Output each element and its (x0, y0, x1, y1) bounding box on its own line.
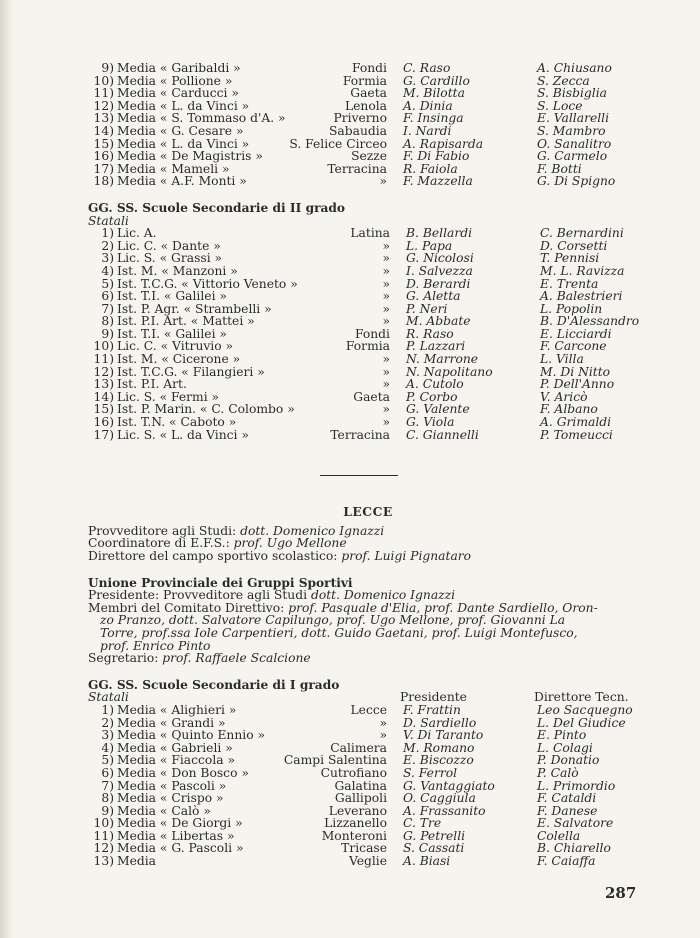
director-name: V. Aricò (540, 389, 588, 404)
table-row (88, 315, 648, 328)
row-number: 11) (93, 828, 114, 843)
location: » (379, 174, 387, 189)
president-name: A. Biasi (403, 854, 451, 869)
table-row (88, 792, 648, 805)
director-name: A. Grimaldi (540, 415, 612, 430)
page-number: 287 (605, 884, 637, 902)
director-name: E. Licciardi (540, 326, 612, 341)
president-name: N. Napolitano (406, 364, 493, 379)
row-number: 14) (93, 123, 114, 138)
director-name: L. Primordio (537, 778, 616, 793)
table-row (88, 175, 648, 188)
president-name: R. Faiola (403, 161, 458, 176)
school-name: Media « Quinto Ennio » (117, 728, 266, 743)
director-name: Leo Sacquegno (537, 702, 633, 717)
president-name: P. Corbo (406, 389, 458, 404)
director-name: L. Popolin (540, 301, 603, 316)
school-name: Media « Mameli » (117, 161, 230, 176)
location: Galatina (334, 778, 387, 793)
director-name: Colella (537, 828, 581, 843)
president-name: A. Dinia (403, 98, 453, 113)
location: Calimera (330, 740, 387, 755)
direttore-line (88, 550, 648, 563)
table-row (88, 378, 648, 391)
school-name: Lic. A. (117, 226, 157, 241)
city-heading: LECCE (343, 504, 393, 520)
location: Cutrofiano (320, 765, 387, 780)
president-name: I. Nardi (403, 123, 452, 138)
school-name: Media « Alighieri » (117, 702, 237, 717)
table-row (88, 150, 648, 163)
school-name: Lic. C. « Dante » (117, 238, 221, 253)
director-name: S. Zecca (537, 73, 590, 88)
president-name: G. Viola (406, 415, 455, 430)
director-name: P. Calò (537, 765, 579, 780)
location: Gallipoli (334, 791, 387, 806)
row-number: 12) (93, 364, 114, 379)
column-header-presidente: Presidente (400, 690, 467, 705)
president-name: P. Neri (406, 301, 448, 316)
president-name: I. Salvezza (406, 263, 473, 278)
row-number: 13) (93, 854, 114, 869)
president-name: G. Nicolosi (406, 251, 474, 266)
director-name: F. Albano (540, 402, 598, 417)
school-name: Ist. T.C.G. « Vittorio Veneto » (117, 276, 298, 291)
president-name: M. Romano (403, 740, 475, 755)
school-name: Media « Don Bosco » (117, 765, 249, 780)
table-row (88, 87, 648, 100)
school-name: Ist. T.I. « Galilei » (117, 326, 227, 341)
location: » (379, 715, 387, 730)
president-name: S. Cassati (403, 841, 465, 856)
president-name: R. Raso (406, 326, 454, 341)
president-name: S. Ferrol (403, 765, 458, 780)
president-name: G. Valente (406, 402, 470, 417)
school-name: Media « A.F. Monti » (117, 174, 247, 189)
school-name: Media « Crispo » (117, 791, 224, 806)
lecce-officials (88, 525, 648, 563)
row-number: 14) (93, 389, 114, 404)
members-text-1: prof. Pasquale d'Elia, prof. Dante Sardiello, Oron- (288, 600, 598, 615)
location: Leverano (328, 803, 387, 818)
president-name: C. Raso (403, 61, 451, 75)
location: Formia (345, 339, 390, 354)
director-name: E. Salvatore (537, 816, 614, 831)
school-name: Ist. T.I. « Galilei » (117, 289, 227, 304)
members-text-3: Torre, prof.ssa Iole Carpentieri, dott. Guido Gaetani, prof. Luigi Montefusco, (100, 625, 578, 640)
president-name: D. Berardi (406, 276, 471, 291)
location: Formia (342, 73, 387, 88)
president-name: F. Mazzella (403, 174, 473, 189)
director-name: F. Cataldi (537, 791, 597, 806)
section-title-secondary-ii: GG. SS. Scuole Secondarie di II grado (88, 200, 346, 215)
school-name: Media « Carducci » (117, 86, 239, 101)
president-name: N. Marrone (406, 352, 479, 367)
union-president-label: Presidente: Provveditore agli Studi (88, 588, 308, 603)
location: » (382, 263, 390, 278)
table-row (88, 353, 648, 366)
school-name: Media « De Magistris » (117, 149, 263, 164)
director-name: G. Carmelo (537, 149, 608, 164)
director-name: L. Colagi (537, 740, 593, 755)
union-president-value: dott. Domenico Ignazzi (310, 588, 456, 603)
row-number: 8) (101, 791, 114, 806)
page-binding-edge (0, 0, 14, 938)
row-number: 3) (101, 728, 114, 743)
location: Monteroni (321, 828, 387, 843)
president-name: F. Insinga (403, 111, 464, 126)
school-name: Lic. S. « Grassi » (117, 251, 223, 266)
director-name: D. Corsetti (540, 238, 608, 253)
location: Tricase (341, 841, 387, 856)
row-number: 1) (101, 702, 114, 717)
secondary-ii-list (88, 227, 648, 441)
members-label: Membri del Comitato Direttivo: (88, 600, 285, 615)
row-number: 12) (93, 98, 114, 113)
secretary-label: Segretario: (88, 651, 159, 666)
president-name: G. Aletta (406, 289, 461, 304)
location: Terracina (327, 161, 387, 176)
location: » (382, 301, 390, 316)
president-name: F. Frattin (403, 702, 461, 717)
table-row (88, 767, 648, 780)
table-row (88, 265, 648, 278)
table-row (88, 817, 648, 830)
table-row (88, 729, 648, 742)
location: Veglie (348, 854, 387, 869)
row-number: 10) (93, 816, 114, 831)
director-name: L. Villa (540, 352, 584, 367)
president-name: A. Cutolo (406, 377, 464, 392)
director-name: E. Pinto (537, 728, 587, 743)
school-name: Ist. M. « Manzoni » (117, 263, 238, 278)
director-name: P. Dell'Anno (540, 377, 615, 392)
school-name: Media « S. Tommaso d'A. » (117, 111, 286, 126)
latina-media-list (88, 62, 648, 188)
row-number: 15) (93, 402, 114, 417)
president-name: F. Di Fabio (403, 149, 470, 164)
school-name: Lic. S. « L. da Vinci » (117, 427, 249, 442)
location: Lenola (344, 98, 387, 113)
location: Latina (350, 226, 390, 241)
president-name: G. Petrelli (403, 828, 466, 843)
column-header-direttore: Direttore Tecn. (534, 690, 629, 705)
director-name: F. Danese (537, 803, 598, 818)
table-row (88, 62, 648, 75)
director-name: F. Caiaffa (537, 854, 596, 869)
school-name: Ist. M. « Cicerone » (117, 352, 241, 367)
secretary-value: prof. Raffaele Scalcione (162, 651, 311, 666)
row-number: 15) (93, 136, 114, 151)
president-name: D. Sardiello (403, 715, 477, 730)
director-name: B. D'Alessandro (540, 314, 640, 329)
school-name: Media « Calò » (117, 803, 211, 818)
director-name: A. Balestrieri (540, 289, 623, 304)
direttore-label: Direttore del campo sportivo scolastico: (88, 549, 338, 563)
school-name: Ist. P. Agr. « Strambelli » (117, 301, 272, 316)
location: Sezze (351, 149, 387, 164)
location: Priverno (333, 111, 387, 126)
school-name: Media « L. da Vinci » (117, 136, 250, 151)
president-name: P. Lazzari (406, 339, 466, 354)
row-number: 5) (101, 753, 114, 768)
table-row (88, 704, 648, 717)
president-name: B. Bellardi (406, 226, 473, 241)
location: Terracina (330, 427, 390, 442)
president-name: A. Rapisarda (403, 136, 484, 151)
location: Campi Salentina (283, 753, 387, 768)
secretary-line (88, 652, 648, 665)
school-name: Media « Grandi » (117, 715, 226, 730)
row-number: 6) (101, 289, 114, 304)
director-name: F. Botti (537, 161, 582, 176)
director-name: T. Pennisi (540, 251, 600, 266)
row-number: 13) (93, 111, 114, 126)
table-row (88, 855, 648, 868)
school-name: Media « Pollione » (117, 73, 233, 88)
table-row (88, 416, 648, 429)
table-row (88, 290, 648, 303)
section-divider (320, 475, 398, 476)
school-name: Media « Gabrieli » (117, 740, 233, 755)
school-name: Media « Libertas » (117, 828, 235, 843)
school-name: Media « G. Cesare » (117, 123, 244, 138)
section-subtitle-statali-lecce: Statali (88, 690, 129, 705)
row-number: 9) (101, 61, 114, 75)
location: » (382, 276, 390, 291)
row-number: 10) (93, 73, 114, 88)
location: Fondi (355, 326, 390, 341)
school-name: Media (117, 854, 157, 869)
row-number: 13) (93, 377, 114, 392)
row-number: 9) (101, 803, 114, 818)
president-name: L. Papa (406, 238, 453, 253)
school-name: Lic. C. « Vitruvio » (117, 339, 234, 354)
director-name: S. Mambro (537, 123, 606, 138)
section-title-secondary-i: GG. SS. Scuole Secondarie di I grado (88, 677, 340, 692)
president-name: G. Vantaggiato (403, 778, 495, 793)
director-name: C. Bernardini (540, 226, 624, 241)
location: » (382, 402, 390, 417)
director-name: M. Di Nitto (540, 364, 611, 379)
row-number: 1) (101, 226, 114, 241)
row-number: 3) (101, 251, 114, 266)
director-name: M. L. Ravizza (540, 263, 625, 278)
location: S. Felice Circeo (289, 136, 387, 151)
school-name: Ist. T.C.G. « Filangieri » (117, 364, 265, 379)
row-number: 11) (93, 86, 114, 101)
row-number: 10) (93, 339, 114, 354)
location: Lecce (350, 702, 387, 717)
location: Gaeta (353, 389, 390, 404)
row-number: 2) (101, 715, 114, 730)
director-name: E. Vallarelli (537, 111, 610, 126)
page-content (88, 62, 648, 868)
president-name: E. Biscozzo (403, 753, 474, 768)
provveditore-label: Provveditore agli Studi: (88, 523, 237, 538)
section-subtitle-statali: Statali (88, 213, 129, 228)
row-number: 11) (93, 352, 114, 367)
president-name: C. Tre (403, 816, 442, 831)
row-number: 9) (101, 326, 114, 341)
president-name: M. Abbate (406, 314, 471, 329)
school-name: Media « De Giorgi » (117, 816, 243, 831)
row-number: 4) (101, 263, 114, 278)
row-number: 7) (101, 778, 114, 793)
president-name: C. Giannelli (406, 427, 479, 442)
director-name: P. Tomeucci (540, 427, 613, 442)
president-name: M. Bilotta (403, 86, 465, 101)
president-name: G. Cardillo (403, 73, 470, 88)
table-row (88, 227, 648, 240)
school-name: Ist. P. Marin. « C. Colombo » (117, 402, 295, 417)
row-number: 16) (93, 149, 114, 164)
lecce-media-list (88, 704, 648, 868)
location: » (382, 251, 390, 266)
members-text-2: zo Pranzo, dott. Salvatore Capilungo, prof. Ugo Mellone, prof. Giovanni La (100, 613, 566, 628)
provveditore-value: dott. Domenico Ignazzi (240, 523, 385, 538)
director-name: A. Chiusano (537, 61, 612, 75)
school-name: Media « Garibaldi » (117, 61, 241, 75)
director-name: F. Carcone (540, 339, 607, 354)
director-name: L. Del Giudice (537, 715, 626, 730)
location: » (379, 728, 387, 743)
location: Gaeta (350, 86, 387, 101)
president-name: A. Frassanito (403, 803, 486, 818)
coordinatore-value: prof. Ugo Mellone (233, 536, 347, 551)
location: Lizzanello (324, 816, 387, 831)
president-name: V. Di Taranto (403, 728, 484, 743)
location: Sabaudia (328, 123, 387, 138)
direttore-value: prof. Luigi Pignataro (341, 549, 472, 563)
coordinatore-label: Coordinatore di E.F.S.: (88, 536, 230, 551)
director-name: B. Chiarello (537, 841, 611, 856)
row-number: 16) (93, 415, 114, 430)
director-name: E. Trenta (540, 276, 599, 291)
location: » (382, 352, 390, 367)
members-text-4: prof. Enrico Pinto (100, 638, 211, 653)
table-row (88, 429, 648, 442)
location: » (382, 377, 390, 392)
row-number: 17) (93, 427, 114, 442)
row-number: 4) (101, 740, 114, 755)
school-name: Media « Pascoli » (117, 778, 227, 793)
school-name: Ist. T.N. « Caboto » (117, 415, 237, 430)
director-name: P. Donatio (537, 753, 600, 768)
location: » (382, 364, 390, 379)
director-name: G. Di Spigno (537, 174, 616, 189)
director-name: S. Bisbiglia (537, 86, 607, 101)
row-number: 5) (101, 276, 114, 291)
location: » (382, 314, 390, 329)
school-name: Ist. P.I. Art. « Mattei » (117, 314, 255, 329)
location: » (382, 415, 390, 430)
row-number: 7) (101, 301, 114, 316)
school-name: Ist. P.I. Art. (117, 377, 187, 392)
director-name: S. Loce (537, 98, 583, 113)
school-name: Media « Fiaccola » (117, 753, 236, 768)
row-number: 8) (101, 314, 114, 329)
location: » (382, 289, 390, 304)
row-number: 17) (93, 161, 114, 176)
row-number: 12) (93, 841, 114, 856)
union-details (88, 589, 648, 665)
table-row (88, 125, 648, 138)
president-name: O. Caggiula (403, 791, 476, 806)
director-name: O. Sanalitro (537, 136, 612, 151)
school-name: Media « L. da Vinci » (117, 98, 250, 113)
location: Fondi (352, 61, 387, 75)
row-number: 2) (101, 238, 114, 253)
row-number: 6) (101, 765, 114, 780)
union-title: Unione Provinciale dei Gruppi Sportivi (88, 575, 353, 590)
school-name: Media « G. Pascoli » (117, 841, 244, 856)
row-number: 18) (93, 174, 114, 189)
school-name: Lic. S. « Fermi » (117, 389, 220, 404)
location: » (382, 238, 390, 253)
